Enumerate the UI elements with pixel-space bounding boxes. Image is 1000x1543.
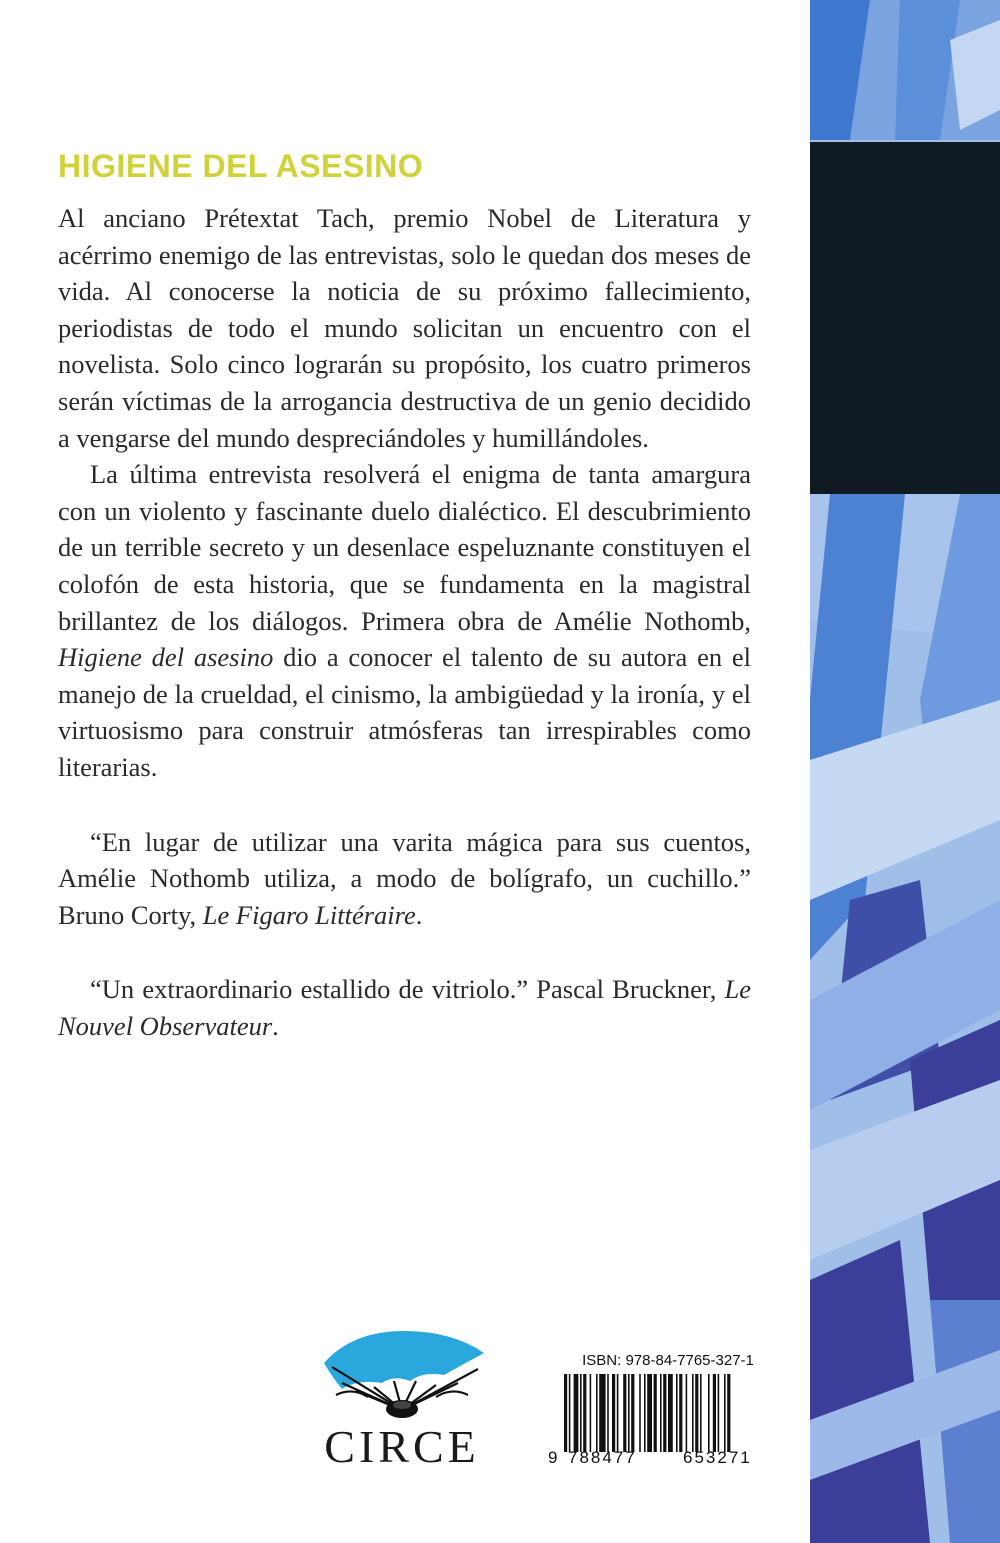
barcode-digits-left: 788477 <box>568 1448 637 1467</box>
isbn-block <box>548 1352 788 1452</box>
synopsis-paragraph-2-start: La última entrevista resolverá el enigma de tanta amargura con un violento y fascinante duelo dialéctico. El descubrimiento de un terrible secreto y un desenlace espeluznante constituyen el colofón de esta historia, que se fundamenta en la magistral brillantez de los diálogos. Primera obra de Amélie Nothomb, <box>58 459 751 636</box>
review-quote-1-source: Le Figaro Littéraire <box>202 899 416 930</box>
review-quote-2-text: “Un extraordinario estallido de vitriolo.” Pascal Bruckner, <box>90 974 717 1005</box>
book-title-italic: Higiene del asesino <box>58 642 274 673</box>
publisher-name: CIRCE <box>324 1421 480 1472</box>
review-quote-2-source: Le Nouvel Observateur <box>58 974 751 1041</box>
review-quote-2 <box>58 971 751 1044</box>
barcode-digits-right: 653271 <box>683 1448 752 1467</box>
book-title: HIGIENE DEL ASESINO <box>58 148 424 184</box>
review-quote-2-period: . <box>272 1010 279 1041</box>
review-quote-1-period: . <box>415 899 423 930</box>
synopsis-paragraph-1: Al anciano Prétextat Tach, premio Nobel de Literatura y acérrimo enemigo de las entrevistas, solo le quedan dos meses de vida. Al conocerse la noticia de su próximo fallecimiento, periodistas de todo el mundo solicitan un encuentro con el novelista. Solo cinco lograrán su propósito, los cuatro primeros serán víctimas de la arrogancia destructiva de un genio decidido a vengarse del mundo despreciándoles y humillándoles. <box>58 203 751 453</box>
barcode <box>548 1374 788 1452</box>
review-quote-1 <box>58 824 751 934</box>
barcode-digit-first: 9 <box>548 1448 558 1467</box>
review-quote-1-text: “En lugar de utilizar una varita mágica para sus cuentos, Amélie Nothomb utiliza, a modo de bolígrafo, un cuchillo.” Bruno Corty, <box>58 826 751 930</box>
synopsis-paragraph-2-end: dio a conocer el talento de su autora en el manejo de la crueldad, el cinismo, la ambigüedad y la ironía, y el virtuosismo para construir atmósferas tan irrespirables como literarias. <box>58 642 751 782</box>
synopsis <box>58 200 751 1044</box>
cover-artwork <box>810 0 1000 1543</box>
isbn-label: ISBN: 978-84-7765-327-1 <box>582 1352 754 1369</box>
synopsis-paragraph-2 <box>58 456 751 785</box>
